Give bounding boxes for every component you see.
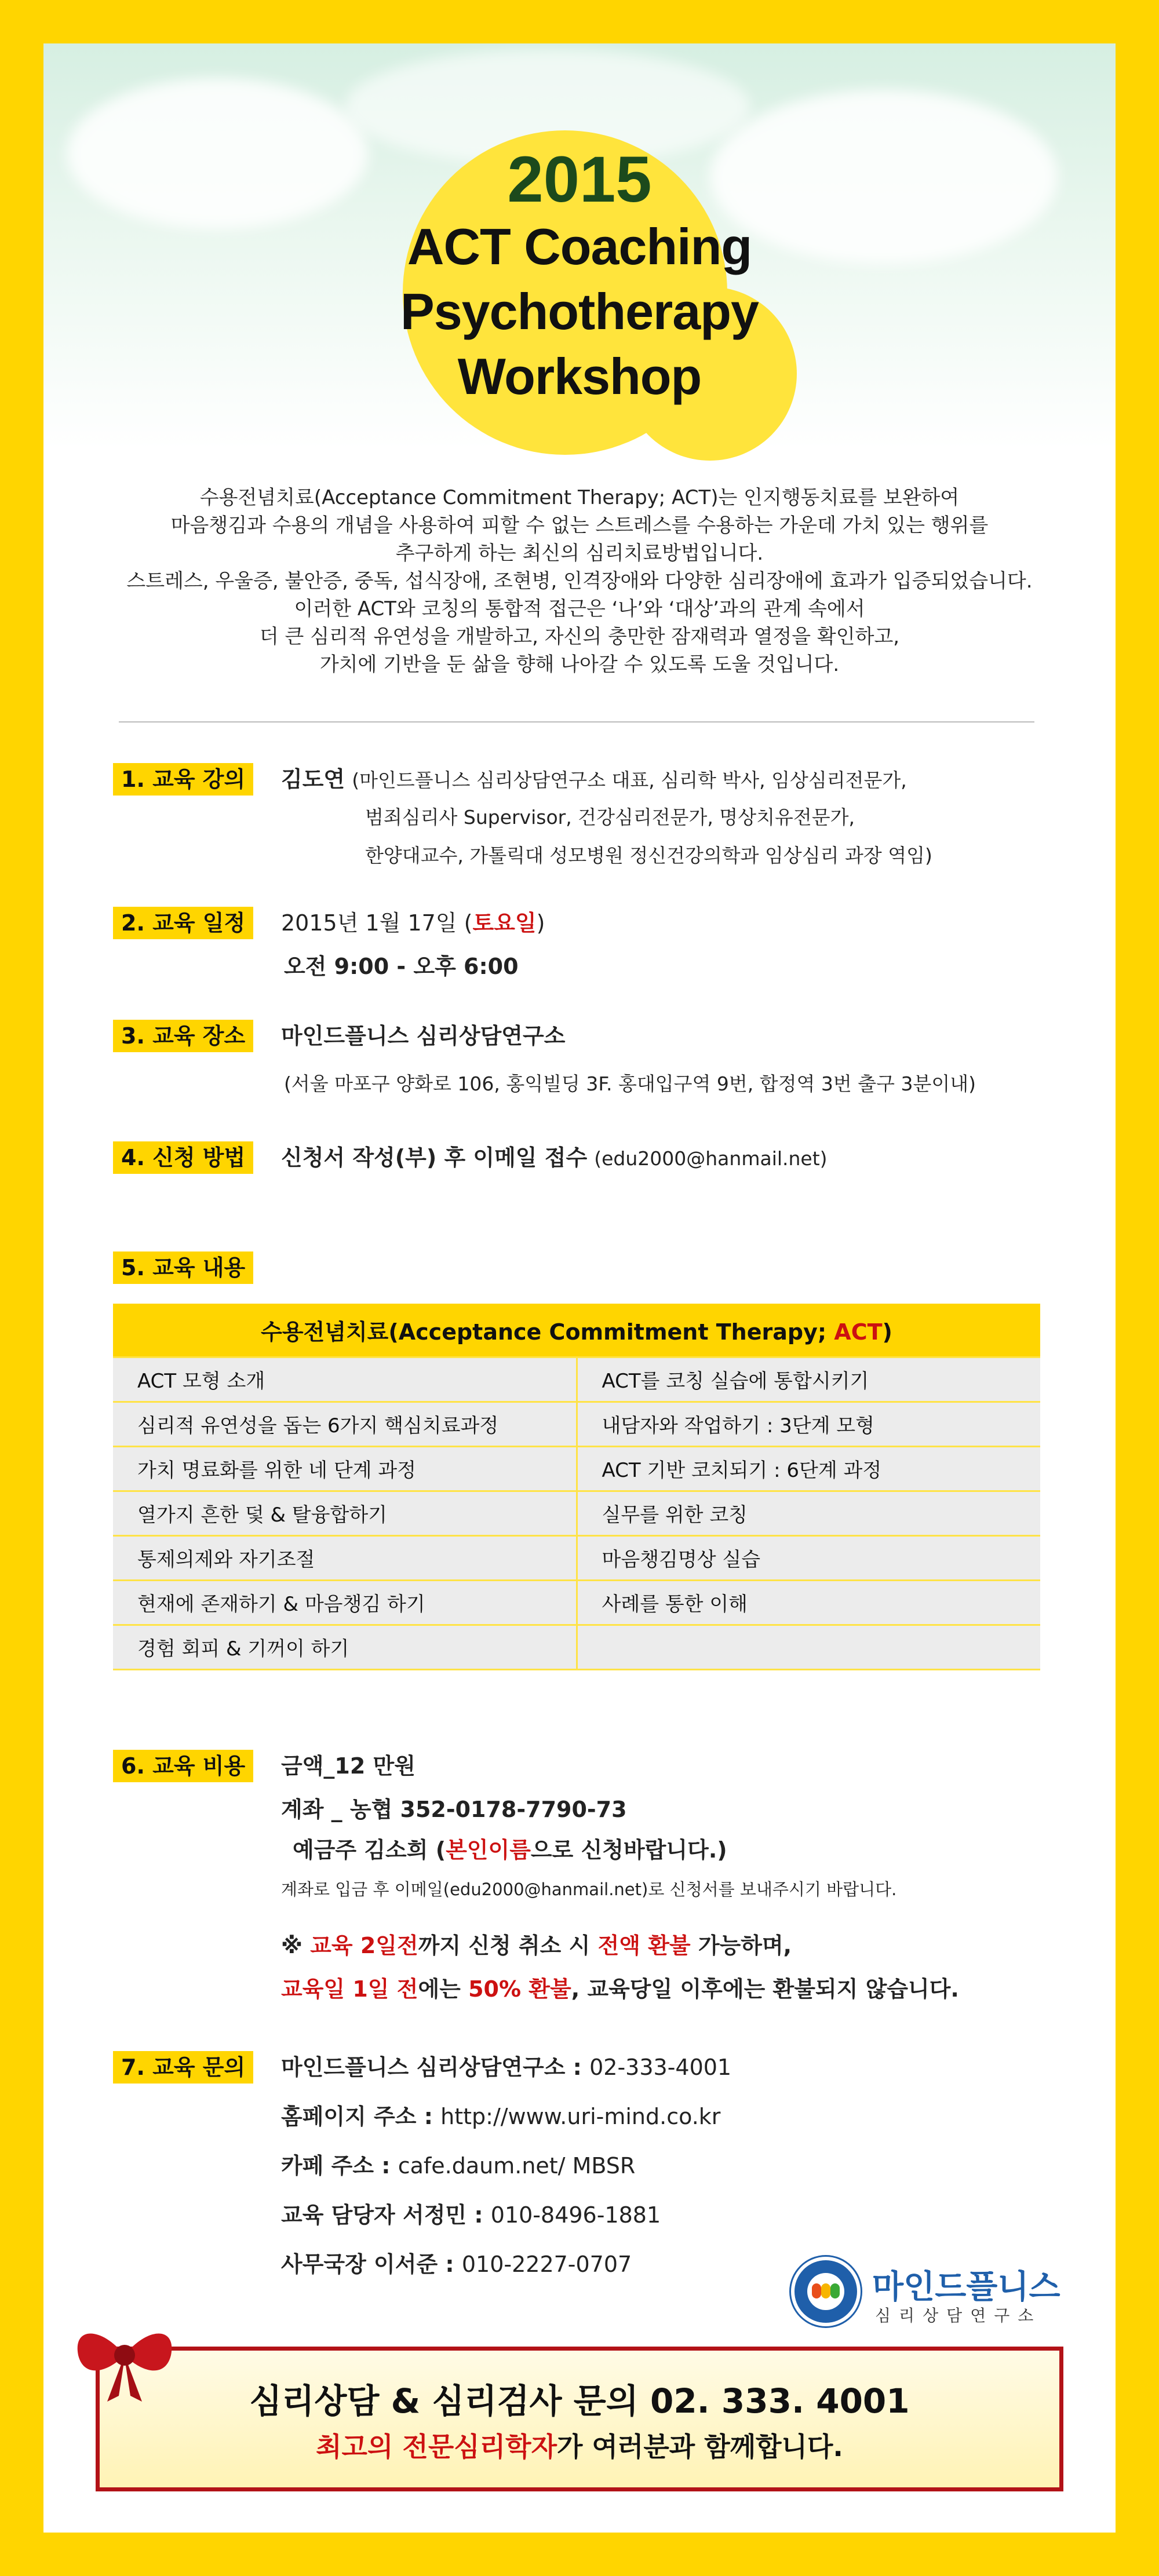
lecturer-info [281,763,907,797]
table-cell: 가치 명료화를 위한 네 단계 과정 [113,1446,577,1491]
table-cell: ACT 모형 소개 [113,1357,577,1402]
table-cell: ACT를 코칭 실습에 통합시키기 [577,1357,1040,1402]
table-row [113,1625,1040,1669]
place-name: 마인드플니스 심리상담연구소 [281,1023,566,1049]
lecturer-detail: 범죄심리사 Supervisor, 건강심리전문가, 명상치유전문가, [365,806,855,829]
refund-text: 가능하며, [690,1933,792,1958]
title-line: Psychotherapy [400,283,759,340]
contact-key: 교육 담당자 서정민 : [281,2202,491,2228]
intro-line: 더 큰 심리적 유연성을 개발하고, 자신의 충만한 잠재력과 열정을 확인하고, [259,625,900,648]
table-header [113,1304,1040,1357]
contact-key: 마인드플니스 심리상담연구소 : [281,2055,590,2080]
logo-figure-icon [812,2283,821,2298]
table-cell: ACT 기반 코치되기 : 6단계 과정 [577,1446,1040,1491]
refund-text: ※ [281,1933,311,1958]
table-cell: 현재에 존재하기 & 마음챙김 하기 [113,1580,577,1625]
intro-line: 가치에 기반을 둔 삶을 향해 나아갈 수 있도록 도울 것입니다. [319,653,840,676]
logo-name: 마인드플니스 [872,2268,1060,2306]
contact-key: 사무국장 이서준 : [281,2252,462,2277]
contact-line [281,2150,635,2182]
table-cell: 경험 회피 & 기꺼이 하기 [113,1625,577,1669]
section-label-contact: 7. 교육 문의 [113,2051,253,2084]
apply-email: (edu2000@hanmail.net) [594,1147,828,1170]
table-cell: 통제의제와 자기조절 [113,1535,577,1580]
banner-tagline [100,2426,1059,2464]
intro-line: 스트레스, 우울증, 불안증, 중독, 섭식장애, 조현병, 인격장애와 다양한 심리장애에 효과가 입증되었습니다. [126,570,1033,593]
table-cell: 실무를 위한 코칭 [577,1491,1040,1535]
schedule-time: 오전 9:00 - 오후 6:00 [284,954,519,979]
contact-value: 010-2227-0707 [461,2252,632,2277]
cost-holder-highlight: 본인이름 [446,1837,531,1863]
institute-logo [791,2257,1063,2332]
schedule-date-end: ) [536,910,545,936]
lecturer-name: 김도연 [281,767,345,792]
content-table [113,1304,1040,1670]
lecturer-detail: (마인드플니스 심리상담연구소 대표, 심리학 박사, 임상심리전문가, [352,769,907,791]
table-row [113,1491,1040,1535]
contact-banner [96,2347,1063,2491]
contact-value: 02-333-4001 [589,2055,732,2080]
logo-emblem-inner [807,2273,844,2310]
section-label-schedule: 2. 교육 일정 [113,907,253,939]
contact-key: 홈페이지 주소 : [281,2104,441,2129]
ribbon-bow-icon [67,2303,183,2407]
table-row [113,1446,1040,1491]
cost-holder [293,1834,727,1866]
place-address: (서울 마포구 양화로 106, 홍익빌딩 3F. 홍대입구역 9번, 합정역 3번 출구 3분이내) [284,1072,976,1095]
table-header-act: ACT [834,1319,883,1345]
table-header-text: ) [882,1319,892,1345]
title-line: ACT Coaching [407,218,752,275]
table-cell [577,1625,1040,1669]
contact-value: http://www.uri-mind.co.kr [440,2104,721,2129]
table-cell: 마음챙김명상 실습 [577,1535,1040,1580]
workshop-title [333,145,826,409]
refund-text: , 교육당일 이후에는 환불되지 않습니다. [571,1976,959,2002]
table-row [113,1580,1040,1625]
contact-key: 카페 주소 : [281,2153,398,2179]
cost-holder-text: 예금주 김소희 ( [293,1837,446,1863]
table-row [113,1535,1040,1580]
lecturer-detail: 한양대교수, 가톨릭대 성모병원 정신건강의학과 임상심리 과장 역임) [365,844,932,867]
contact-value: 010-8496-1881 [490,2202,661,2228]
banner-tagline-text: 가 여러분과 함께합니다. [557,2431,843,2462]
section-label-place: 3. 교육 장소 [113,1020,253,1052]
cloud-decoration [67,78,368,229]
section-label-cost: 6. 교육 비용 [113,1750,253,1782]
contact-line [281,2051,731,2084]
cost-amount: 금액_12 만원 [281,1753,416,1779]
intro-paragraph [78,484,1081,678]
refund-highlight: 교육일 1일 전 [281,1976,418,2002]
refund-text: 까지 신청 취소 시 [418,1933,598,1958]
refund-highlight: 50% 환불 [468,1976,571,2002]
intro-line: 이러한 ACT와 코칭의 통합적 접근은 ‘나’와 ‘대상’과의 관계 속에서 [294,597,865,621]
refund-text: 에는 [418,1976,469,2002]
logo-figure-icon [821,2283,830,2298]
poster-page [43,43,1116,2533]
divider-line [119,721,1034,723]
cost-holder-text: 으로 신청바랍니다.) [530,1837,727,1863]
schedule-date-text: 2015년 1월 17일 ( [281,910,473,936]
table-cell: 열가지 흔한 덫 & 탈융합하기 [113,1491,577,1535]
table-header-row [113,1304,1040,1357]
intro-line: 수용전념치료(Acceptance Commitment Therapy; ACT)는 인지행동치료를 보완하여 [199,486,960,509]
contact-line [281,2248,632,2281]
table-row [113,1357,1040,1402]
banner-highlight: 최고의 전문심리학자 [316,2431,557,2462]
refund-policy [281,1973,959,2005]
logo-figure-icon [830,2283,840,2298]
intro-line: 추구하게 하는 최신의 심리치료방법입니다. [395,542,764,565]
title-year: 2015 [507,143,652,216]
contact-value: cafe.daum.net/ MBSR [398,2153,636,2179]
banner-headline: 심리상담 & 심리검사 문의 02. 333. 4001 [249,2381,910,2421]
table-row [113,1402,1040,1446]
table-cell: 내담자와 작업하기 : 3단계 모형 [577,1402,1040,1446]
apply-method [281,1141,828,1175]
contact-line [281,2100,720,2133]
section-label-lecturer: 1. 교육 강의 [113,763,253,796]
contact-line [281,2199,661,2231]
cost-account: 계좌 _ 농협 352-0178-7790-73 [281,1797,627,1822]
schedule-day: 토요일 [472,910,537,936]
schedule-date [281,907,545,939]
table-header-text: 수용전념치료(Acceptance Commitment Therapy; [261,1319,834,1345]
section-label-content: 5. 교육 내용 [113,1251,253,1284]
table-cell: 사례를 통한 이해 [577,1580,1040,1625]
apply-text: 신청서 작성(부) 후 이메일 접수 [281,1145,588,1170]
refund-policy [281,1929,792,1962]
table-cell: 심리적 유연성을 돕는 6가지 핵심치료과정 [113,1402,577,1446]
intro-line: 마음챙김과 수용의 개념을 사용하여 피할 수 없는 스트레스를 수용하는 가운데 가치 있는 행위를 [170,514,989,537]
title-line: Workshop [457,348,702,405]
cost-note: 계좌로 입금 후 이메일(edu2000@hanmail.net)로 신청서를 보내주시기 바랍니다. [281,1880,897,1899]
logo-subtitle: 심리상담연구소 [875,2306,1042,2325]
section-label-apply: 4. 신청 방법 [113,1141,253,1174]
refund-highlight: 교육 2일전 [310,1933,418,1958]
logo-emblem-icon [791,2257,861,2326]
refund-highlight: 전액 환불 [597,1933,691,1958]
